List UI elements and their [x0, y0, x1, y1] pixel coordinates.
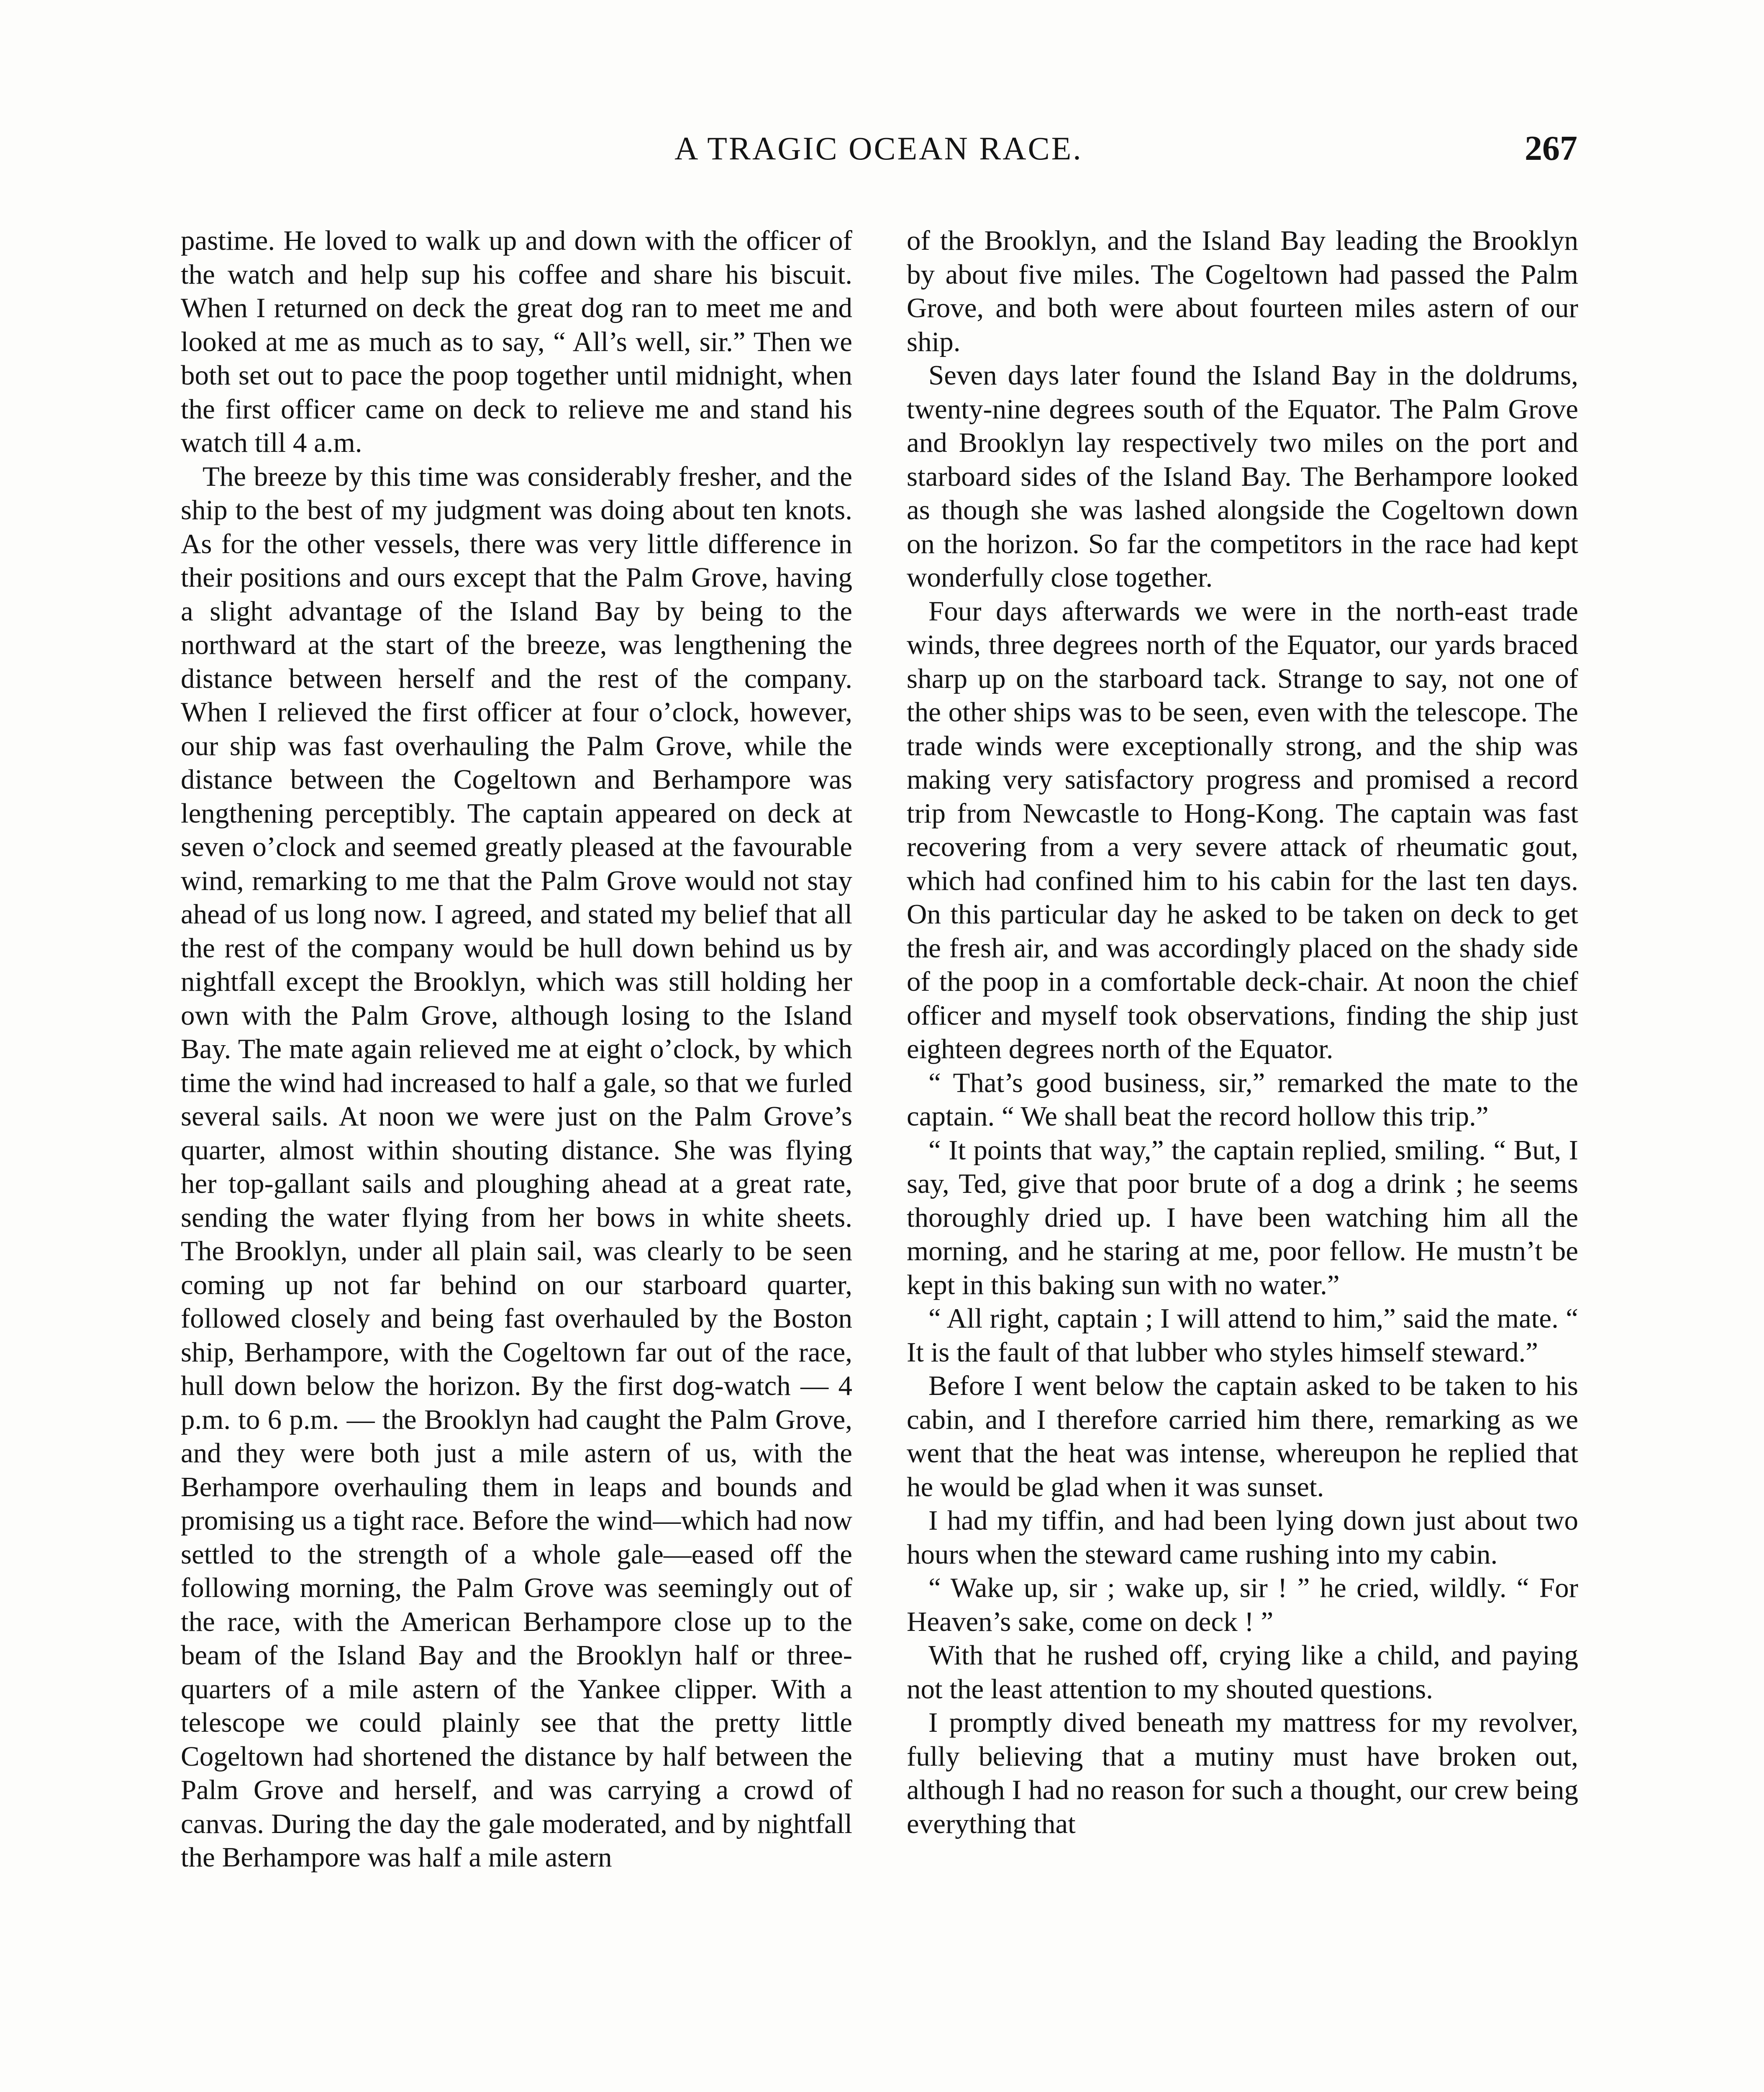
paragraph: Four days afterwards we were in the north-east trade winds, three degrees north of the Equator, our yards braced sharp up on the starboard tack. Strange to say, not one of the other ships was to be seen, even with the telescope. The trade winds were exceptionally strong, and the ship was making very satisfactory progress and promised a record trip from Newcastle to Hong-Kong. The captain was fast recovering from a very severe attack of rheumatic gout, which had confined him to his cabin for the last ten days. On this particular day he asked to be taken on deck to get the fresh air, and was accordingly placed on the shady side of the poop in a comfortable deck-chair. At noon the chief officer and myself took observations, finding the ship just eighteen degrees north of the Equator.: [907, 595, 1578, 1064]
paragraph: “ All right, captain ; I will attend to him,” said the mate. “ It is the fault of that lubber who styles himself steward.”: [907, 1303, 1578, 1368]
paragraph: “ It points that way,” the captain replied, smiling. “ But, I say, Ted, give that poor brute of a dog a drink ; he seems thoroughly dried up. I have been watching him all the morning, and he staring at me, poor fellow. He mustn’t be kept in this baking sun with no water.”: [907, 1134, 1578, 1300]
paragraph: Seven days later found the Island Bay in the doldrums, twenty-nine degrees south of the Equator. The Palm Grove and Brooklyn lay respectively two miles on the port and starboard sides of the Island Bay. The Berhampore looked as though she was lashed alongside the Cogeltown down on the horizon. So far the competitors in the race had kept wonderfully close together.: [907, 360, 1578, 593]
running-title: A TRAGIC OCEAN RACE.: [674, 130, 1083, 167]
paragraph: The breeze by this time was considerably fresher, and the ship to the best of my judgment was doing about ten knots. As for the other vessels, there was very little difference in their positions and ours except that the Palm Grove, having a slight advantage of the Island Bay by being to the northward at the start of the breeze, was lengthening the distance between herself and the rest of the company. When I relieved the first officer at four o’clock, however, our ship was fast overhauling the Palm Grove, while the distance between the Cogeltown and Berhampore was lengthening perceptibly. The captain appeared on deck at seven o’clock and seemed greatly pleased at the favourable wind, remarking to me that the Palm Grove would not stay ahead of us long now. I agreed, and stated my belief that all the rest of the company would be hull down behind us by nightfall except the Brooklyn, which was still holding her own with the Palm Grove, although losing to the Island Bay. The mate again relieved me at eight o’clock, by which time the wind had increased to half a gale, so that we furled several sails. At noon we were just on the Palm Grove’s quarter, almost within shouting distance. She was flying her top-gallant sails and ploughing ahead at a great rate, sending the water flying from her bows in white sheets. The Brooklyn, under all plain sail, was clearly to be seen coming up not far behind on our starboard quarter, followed closely and being fast overhauled by the Boston ship, Berhampore, with the Cogeltown far out of the race, hull down below the horizon. By the first dog-watch — 4 p.m. to 6 p.m. — the Brooklyn had caught the Palm Grove, and they were both just a mile astern of us, with the Berhampore overhauling them in leaps and bounds and promising us a tight race. Before the wind—which had now settled to the strength of a whole gale—eased off the following morning, the Palm Grove was seemingly out of the race, with the American Berhampore close up to the beam of the Island Bay and the Brooklyn half or three-quarters of a mile astern of the Yankee clipper. With a telescope we could plainly see that the pretty little Cogeltown had shortened the distance by half between the Palm Grove and herself, and was carrying a crowd of canvas. During the day the gale moderated, and by nightfall the Berhampore was half a mile astern: [181, 461, 852, 1873]
left-column: [181, 224, 852, 1874]
paragraph: “ That’s good business, sir,” remarked the mate to the captain. “ We shall beat the record hollow this trip.”: [907, 1067, 1578, 1132]
paragraph: With that he rushed off, crying like a child, and paying not the least attention to my shouted questions.: [907, 1640, 1578, 1705]
running-head: [180, 126, 1577, 176]
paragraph: of the Brooklyn, and the Island Bay leading the Brooklyn by about five miles. The Cogeltown had passed the Palm Grove, and both were about fourteen miles astern of our ship.: [907, 225, 1578, 357]
paragraph: I promptly dived beneath my mattress for my revolver, fully believing that a mutiny must have broken out, although I had no reason for such a thought, our crew being everything that: [907, 1707, 1578, 1839]
paragraph: I had my tiffin, and had been lying down just about two hours when the steward came rushing into my cabin.: [907, 1505, 1578, 1570]
right-column: [907, 224, 1578, 1841]
paragraph: “ Wake up, sir ; wake up, sir ! ” he cried, wildly. “ For Heaven’s sake, come on deck ! ”: [907, 1572, 1578, 1637]
paragraph: Before I went below the captain asked to be taken to his cabin, and I therefore carried him there, remarking as we went that the heat was intense, whereupon he replied that he would be glad when it was sunset.: [907, 1370, 1578, 1502]
paragraph: pastime. He loved to walk up and down with the officer of the watch and help sup his coffee and share his biscuit. When I returned on deck the great dog ran to meet me and looked at me as much as to say, “ All’s well, sir.” Then we both set out to pace the poop together until midnight, when the first officer came on deck to relieve me and stand his watch till 4 a.m.: [181, 225, 852, 458]
page-number: 267: [1525, 129, 1577, 168]
